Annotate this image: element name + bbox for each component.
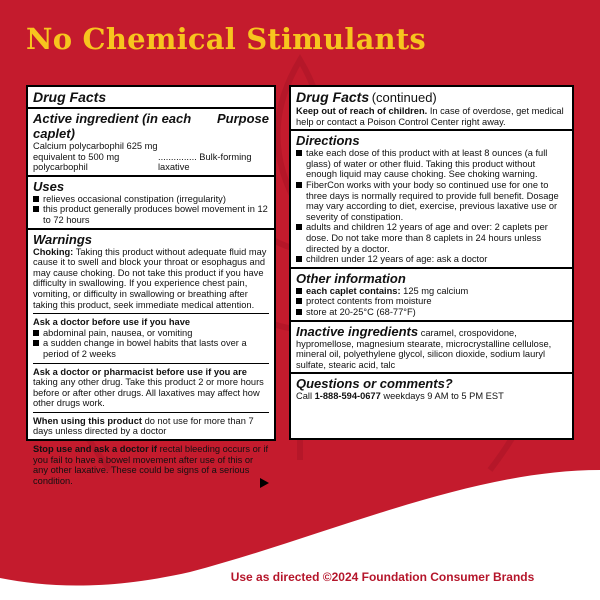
call-prefix: Call xyxy=(296,391,313,402)
continued-suffix: (continued) xyxy=(371,90,437,105)
uses-heading: Uses xyxy=(33,178,65,194)
footer-label: Use as directed ©2024 Foundation Consumer Brands xyxy=(230,570,535,584)
purpose-heading: Purpose xyxy=(216,111,269,126)
keep-out-block xyxy=(296,106,567,127)
footer-text xyxy=(0,570,600,584)
inactive-ingredients-section xyxy=(291,322,572,375)
ask-pharmacist-block xyxy=(33,363,269,409)
active-line-2: equivalent to 500 mg polycarbophil xyxy=(33,151,120,173)
continue-arrow-icon xyxy=(260,478,269,488)
list-item: this product generally produces bowel movement in 12 to 72 hours xyxy=(33,204,269,225)
call-hours: weekdays 9 AM to 5 PM EST xyxy=(383,391,504,402)
other-information-heading: Other information xyxy=(296,270,406,286)
caplet-contains-text: 125 mg calcium xyxy=(403,285,469,296)
questions-heading: Questions or comments? xyxy=(296,376,453,392)
drug-facts-title: Drug Facts xyxy=(33,89,107,105)
directions-list xyxy=(296,148,567,265)
drug-facts-panel-right xyxy=(289,85,574,440)
caplet-contains-label: each caplet contains: xyxy=(306,285,401,296)
continued-title-section xyxy=(291,87,572,131)
active-line-1: Calcium polycarbophil 625 mg xyxy=(33,141,158,151)
stop-use-block xyxy=(33,440,269,486)
warnings-heading: Warnings xyxy=(33,231,92,247)
inactive-ingredients-heading: Inactive ingredients xyxy=(296,323,419,339)
warnings-section xyxy=(28,230,274,489)
choking-warning xyxy=(33,247,269,311)
other-information-section xyxy=(291,269,572,322)
questions-section xyxy=(291,374,572,404)
uses-list xyxy=(33,194,269,226)
keep-out-text: In case of overdose, get medical help or contact a Poison Control Center right away. xyxy=(296,106,564,127)
list-item: children under 12 years of age: ask a doctor xyxy=(296,254,567,265)
list-item: adults and children 12 years of age and over: 2 caplets per dose. Do not take more than 8 caplets in 24 hours unless directed by a doctor. xyxy=(296,222,567,254)
list-item: relieves occasional constipation (irregularity) xyxy=(33,194,269,205)
active-line-2-row xyxy=(33,152,269,173)
active-ingredient-section xyxy=(28,109,274,177)
list-item: a sudden change in bowel habits that lasts over a period of 2 weeks xyxy=(33,338,269,359)
title-section xyxy=(28,87,274,109)
stop-use-text: rectal bleeding occurs or if you fail to have a bowel movement after use of this or any other laxative. These could be signs of a serious condition. xyxy=(33,444,269,486)
drug-facts-panel-left xyxy=(26,85,276,486)
purpose-value: ............... Bulk-forming laxative xyxy=(157,151,252,173)
active-ingredient-heading: Active ingredient (in each caplet) xyxy=(33,111,192,141)
headline: No Chemical Stimulants xyxy=(26,22,426,56)
ask-pharmacist-label: Ask a doctor or pharmacist before use if you are xyxy=(33,366,247,377)
other-information-list xyxy=(296,286,567,318)
list-item: store at 20-25°C (68-77°F) xyxy=(296,307,567,318)
directions-heading: Directions xyxy=(296,133,360,149)
drug-facts-continued-title: Drug Facts xyxy=(296,89,370,105)
keep-out-label: Keep out of reach of children. xyxy=(296,106,428,116)
ask-pharmacist-text: taking any other drug. Take this product 2 or more hours before or after other drugs. All laxatives may affect how other drugs work. xyxy=(33,377,264,409)
list-item: protect contents from moisture xyxy=(296,296,567,307)
when-using-block xyxy=(33,412,269,437)
list-item: FiberCon works with your body so continued use for one to three days is normally required to provide full benefit. Dosage may vary according to diet, exercise, previous laxative use or severity of constipation. xyxy=(296,180,567,222)
when-using-text: do not use for more than 7 days unless directed by a doctor xyxy=(33,415,254,437)
stop-use-label: Stop use and ask a doctor if xyxy=(33,444,157,455)
list-item: take each dose of this product with at least 8 ounces (a full glass) of water or other fluid. Taking this product without enough liquid may cause choking. See choking warning. xyxy=(296,148,567,180)
inactive-ingredients-text: caramel, crospovidone, hypromellose, magnesium stearate, microcrystalline cellulose, mineral oil, polyethylene glycol, silicon dioxide, sodium lauryl sulfate, stearic acid, talc xyxy=(296,327,552,370)
list-item: abdominal pain, nausea, or vomiting xyxy=(33,328,269,339)
choking-label: Choking: xyxy=(33,246,74,257)
directions-section xyxy=(291,131,572,269)
when-using-label: When using this product xyxy=(33,415,142,426)
ask-doctor-heading: Ask a doctor before use if you have xyxy=(33,317,191,328)
active-heading-row xyxy=(33,111,269,141)
phone-number: 1-888-594-0677 xyxy=(314,391,381,402)
uses-section xyxy=(28,177,274,230)
ask-doctor-list xyxy=(33,328,269,360)
list-item xyxy=(296,286,567,297)
call-line xyxy=(296,391,567,402)
choking-text: Taking this product without adequate fluid may cause it to swell and block your throat or esophagus and may cause choking. Do not take this product if you have difficulty in swallowing. If you experience chest pain, vomiting, or difficulty in swallowing or breathing after taking this product, seek immediate medical attention. xyxy=(33,246,267,310)
ask-doctor-block xyxy=(33,313,269,359)
